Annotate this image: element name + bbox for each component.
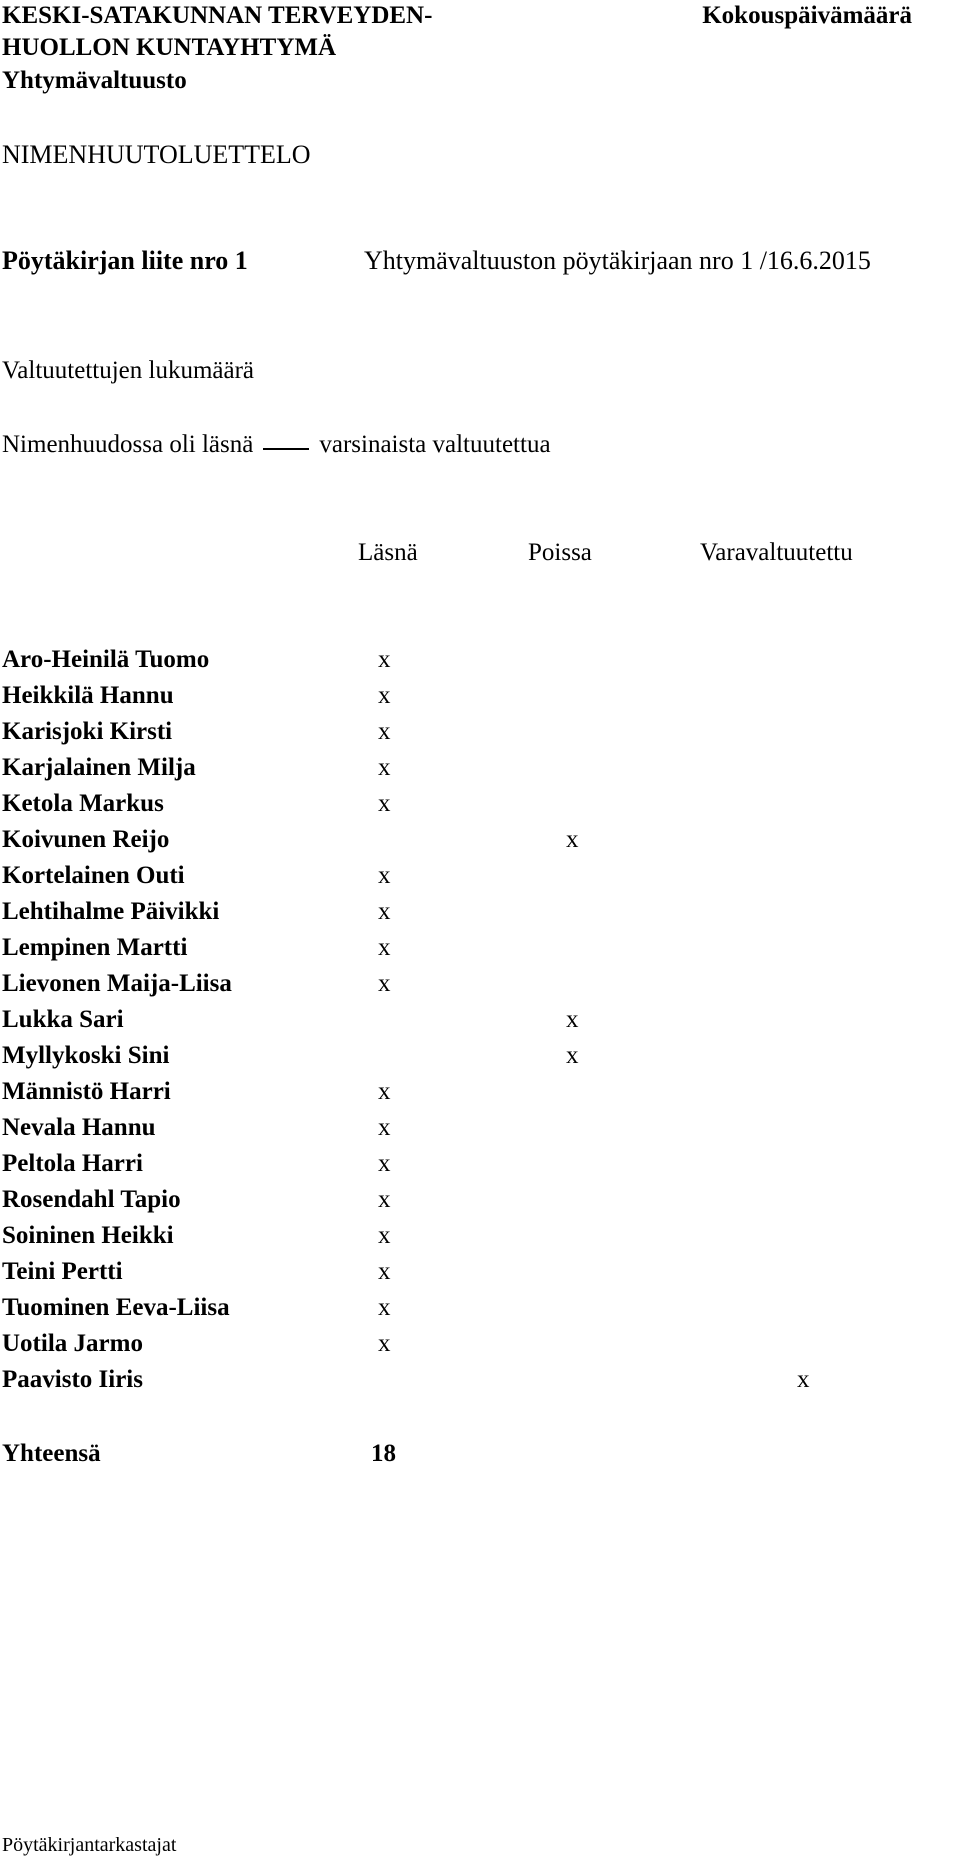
- minutes-reviewers-label: Pöytäkirjantarkastajat: [2, 1834, 177, 1856]
- table-row: [0, 1290, 960, 1326]
- absent-mark: x: [566, 826, 579, 853]
- total-label: Yhteensä: [2, 1440, 101, 1467]
- member-name: Uotila Jarmo: [2, 1330, 143, 1357]
- column-header-present: Läsnä: [358, 539, 418, 566]
- total-value: 18: [371, 1440, 396, 1467]
- present-mark: x: [378, 754, 391, 781]
- column-header-absent: Poissa: [528, 539, 592, 566]
- present-mark: x: [378, 718, 391, 745]
- minutes-reference: Yhtymävaltuuston pöytäkirjaan nro 1 /16.6.2015: [364, 246, 871, 275]
- roll-call-prefix: Nimenhuudossa oli läsnä: [2, 431, 254, 458]
- member-name: Nevala Hannu: [2, 1114, 156, 1141]
- present-mark: x: [378, 1186, 391, 1213]
- attachment-label: Pöytäkirjan liite nro 1: [2, 246, 248, 275]
- member-name: Paavisto Iiris: [2, 1366, 143, 1393]
- member-name: Soininen Heikki: [2, 1222, 174, 1249]
- present-mark: x: [378, 1078, 391, 1105]
- present-mark: x: [378, 790, 391, 817]
- member-name: Tuominen Eeva-Liisa: [2, 1294, 230, 1321]
- member-name: Lempinen Martti: [2, 934, 188, 961]
- table-row: [0, 678, 960, 714]
- absent-mark: x: [566, 1042, 579, 1069]
- table-row: [0, 966, 960, 1002]
- table-row: [0, 786, 960, 822]
- member-name: Karisjoki Kirsti: [2, 718, 173, 745]
- table-row: [0, 894, 960, 930]
- member-name: Lievonen Maija-Liisa: [2, 970, 232, 997]
- table-row: [0, 1110, 960, 1146]
- absent-mark: x: [566, 1006, 579, 1033]
- member-name: Lehtihalme Päivikki: [2, 898, 220, 925]
- present-mark: x: [378, 862, 391, 889]
- present-mark: x: [378, 970, 391, 997]
- present-mark: x: [378, 646, 391, 673]
- member-name: Männistö Harri: [2, 1078, 171, 1105]
- organization-body: Yhtymävaltuusto: [2, 67, 187, 94]
- present-mark: x: [378, 1258, 391, 1285]
- member-name: Lukka Sari: [2, 1006, 124, 1033]
- member-name: Ketola Markus: [2, 790, 164, 817]
- present-count-blank: [263, 448, 309, 450]
- member-name: Karjalainen Milja: [2, 754, 196, 781]
- present-mark: x: [378, 1294, 391, 1321]
- member-name: Peltola Harri: [2, 1150, 143, 1177]
- table-row: [0, 1362, 960, 1398]
- table-row: [0, 1254, 960, 1290]
- table-row: [0, 1218, 960, 1254]
- member-name: Koivunen Reijo: [2, 826, 170, 853]
- member-name: Kortelainen Outi: [2, 862, 185, 889]
- column-header-substitute: Varavaltuutettu: [700, 539, 853, 566]
- member-name: Teini Pertti: [2, 1258, 123, 1285]
- present-mark: x: [378, 1222, 391, 1249]
- table-row: [0, 1038, 960, 1074]
- table-row: [0, 714, 960, 750]
- organization-name-line-1: KESKI-SATAKUNNAN TERVEYDEN-: [2, 2, 433, 29]
- table-row: [0, 1146, 960, 1182]
- table-row: [0, 1182, 960, 1218]
- table-row: [0, 750, 960, 786]
- table-row: [0, 1002, 960, 1038]
- table-row: [0, 822, 960, 858]
- meeting-date-label: Kokouspäivämäärä: [702, 2, 912, 29]
- substitute-mark: x: [797, 1366, 810, 1393]
- member-name: Heikkilä Hannu: [2, 682, 174, 709]
- present-mark: x: [378, 934, 391, 961]
- organization-name-line-2: HUOLLON KUNTAYHTYMÄ: [2, 34, 337, 61]
- table-row: [0, 642, 960, 678]
- table-row: [0, 1074, 960, 1110]
- member-count-label: Valtuutettujen lukumäärä: [2, 357, 255, 384]
- present-mark: x: [378, 898, 391, 925]
- present-mark: x: [378, 1150, 391, 1177]
- present-mark: x: [378, 1330, 391, 1357]
- table-row: [0, 1326, 960, 1362]
- table-row: [0, 858, 960, 894]
- document-title: NIMENHUUTOLUETTELO: [2, 140, 311, 169]
- roll-call-suffix: varsinaista valtuutettua: [319, 431, 551, 458]
- member-name: Aro-Heinilä Tuomo: [2, 646, 210, 673]
- roll-call-sentence: [2, 428, 551, 462]
- present-mark: x: [378, 1114, 391, 1141]
- table-row: [0, 930, 960, 966]
- member-name: Rosendahl Tapio: [2, 1186, 181, 1213]
- present-mark: x: [378, 682, 391, 709]
- member-name: Myllykoski Sini: [2, 1042, 170, 1069]
